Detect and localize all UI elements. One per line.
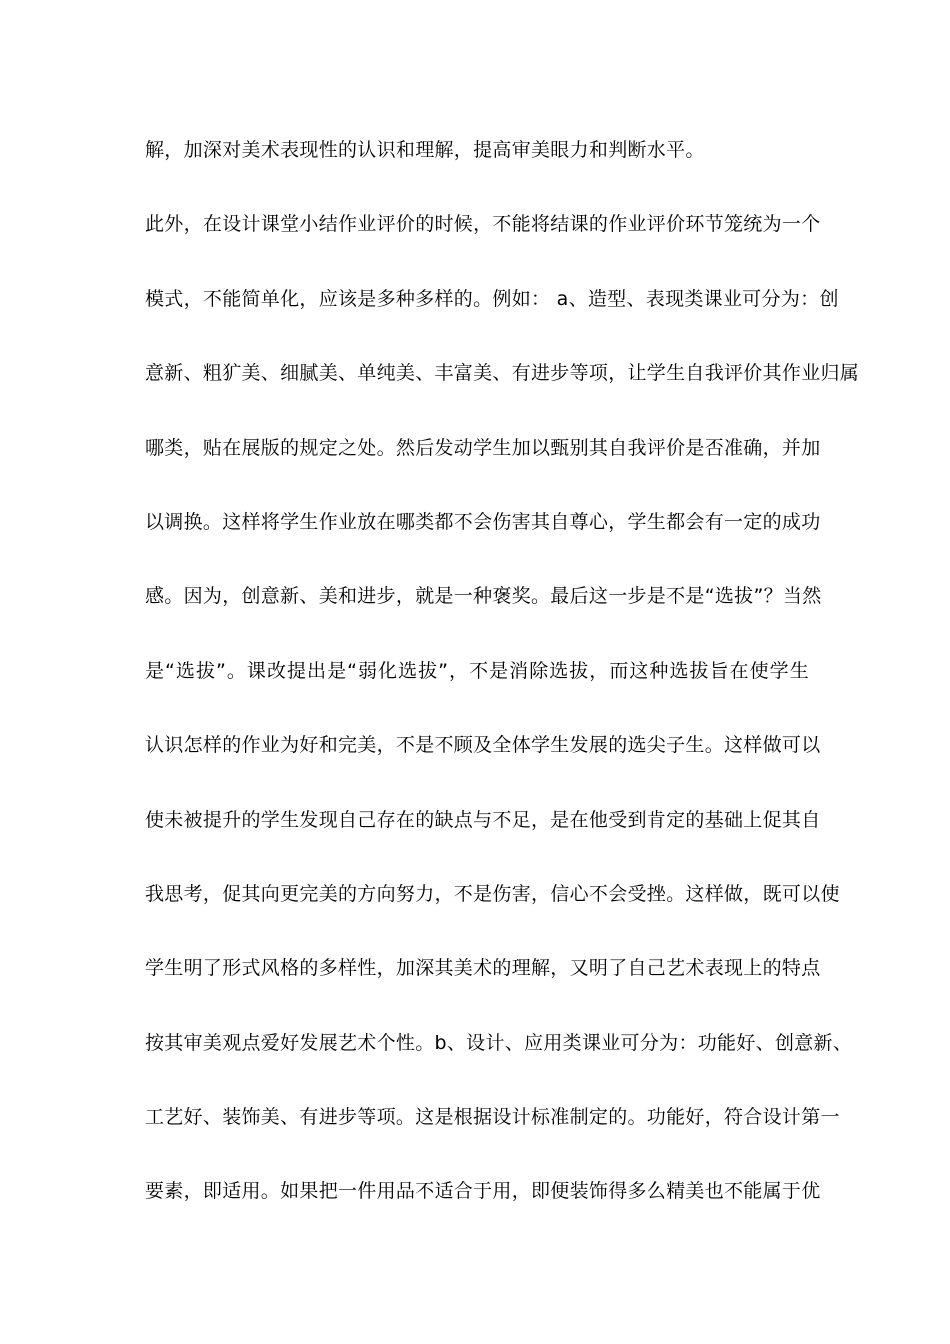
text-line: 按其审美观点爱好发展艺术个性。b、设计、应用类课业可分为：功能好、创意新、 <box>145 1031 853 1054</box>
text-line: 使未被提升的学生发现自己存在的缺点与不足，是在他受到肯定的基础上促其自 <box>145 808 821 831</box>
text-line: 感。因为，创意新、美和进步，就是一种褒奖。最后这一步是不是“选拔”？当然 <box>145 585 822 608</box>
text-line: 工艺好、装饰美、有进步等项。这是根据设计标准制定的。功能好，符合设计第一 <box>145 1106 840 1129</box>
text-line: 哪类，贴在展版的规定之处。然后发动学生加以甄别其自我评价是否准确，并加 <box>145 436 821 459</box>
text-line: 模式，不能简单化，应该是多种多样的。例如： a、造型、表现类课业可分为：创 <box>145 287 839 310</box>
text-line: 学生明了形式风格的多样性，加深其美术的理解，又明了自己艺术表现上的特点 <box>145 957 821 980</box>
body-text <box>145 131 860 1247</box>
text-line: 此外，在设计课堂小结作业评价的时候，不能将结课的作业评价环节笼统为一个 <box>145 213 821 236</box>
text-line: 解，加深对美术表现性的认识和理解，提高审美眼力和判断水平。 <box>145 139 705 161</box>
text-line: 要素，即适用。如果把一件用品不适合于用，即便装饰得多么精美也不能属于优 <box>145 1180 821 1203</box>
text-line: 以调换。这样将学生作业放在哪类都不会伤害其自尊心，学生都会有一定的成功 <box>145 510 821 533</box>
text-line: 意新、粗犷美、细腻美、单纯美、丰富美、有进步等项，让学生自我评价其作业归属 <box>145 362 860 385</box>
text-line: 认识怎样的作业为好和完美，不是不顾及全体学生发展的选尖子生。这样做可以 <box>145 734 821 757</box>
text-line: 我思考，促其向更完美的方向努力，不是伤害，信心不会受挫。这样做，既可以使 <box>145 882 840 905</box>
text-line: 是“选拔”。课改提出是“弱化选拔”，不是消除选拔，而这种选拔旨在使学生 <box>145 659 809 682</box>
